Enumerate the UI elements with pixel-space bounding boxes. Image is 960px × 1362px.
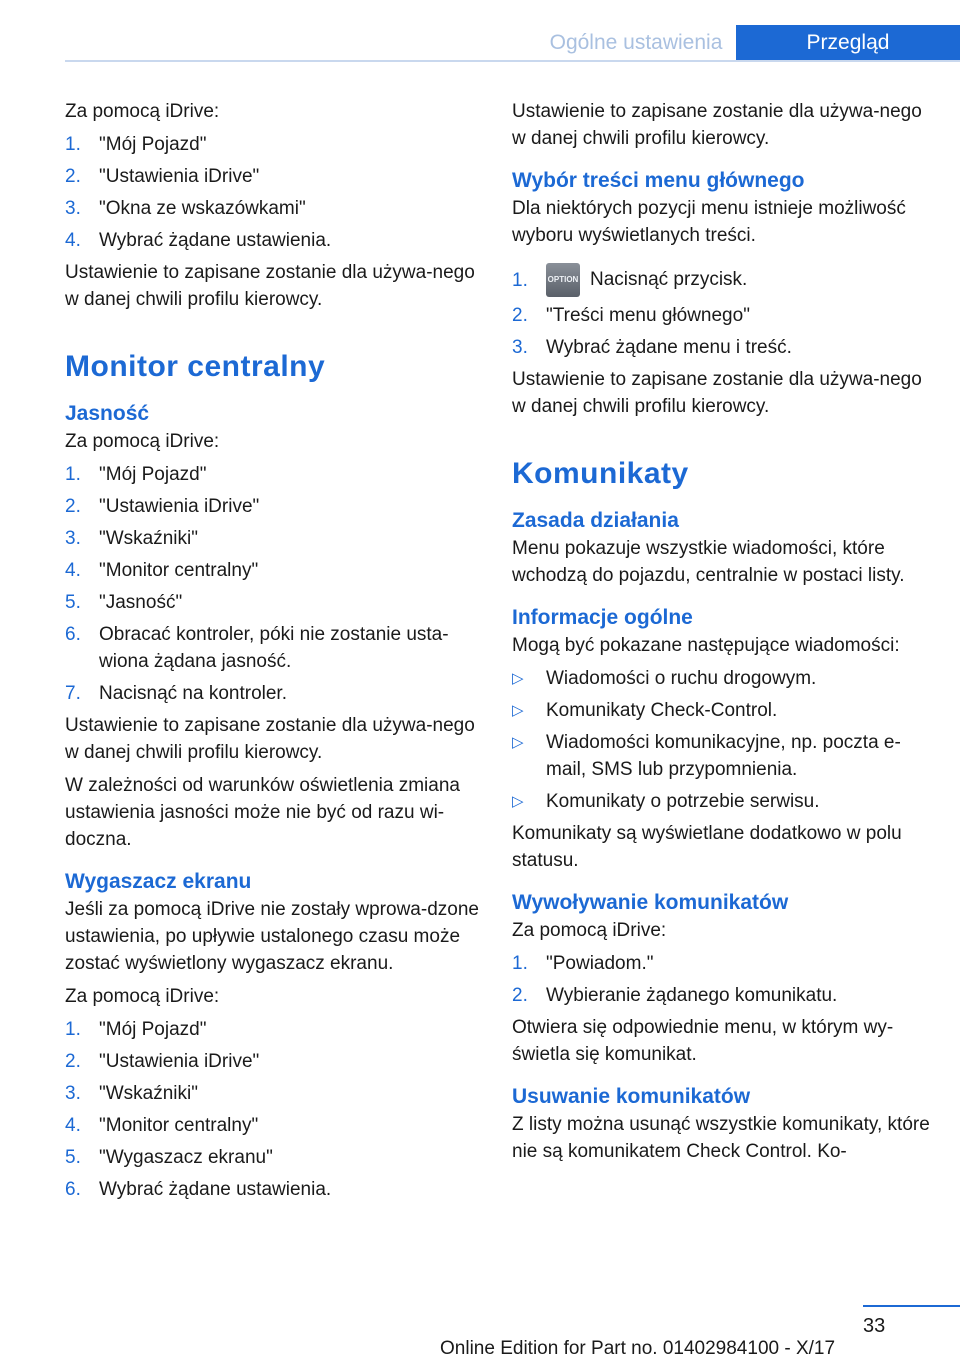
section-tab[interactable]: Ogólne ustawienia bbox=[536, 25, 736, 61]
subheading-call: Wywoływanie komunikatów bbox=[512, 891, 789, 914]
page-header bbox=[536, 25, 960, 61]
edition-footer: Online Edition for Part no. 01402984100 - X/17 bbox=[440, 1338, 836, 1359]
subheading-delete: Usuwanie komunikatów bbox=[512, 1085, 751, 1108]
delete-desc: Z listy można usunąć wszystkie komunikaty, które nie są komunikatem Check Control. Ko- bbox=[512, 1114, 930, 1162]
list-item: ▷ Komunikaty o potrzebie serwisu. bbox=[512, 791, 820, 812]
intro-text: Za pomocą iDrive: bbox=[65, 101, 220, 122]
call-desc: Otwiera się odpowiednie menu, w którym wy-świetla się komunikat. bbox=[512, 1017, 894, 1065]
list-item: 5. "Jasność" bbox=[65, 592, 183, 613]
note-text: W zależności od warunków oświetlenia zmiana ustawienia jasności może nie być od razu wi-doczna. bbox=[65, 775, 460, 850]
general-desc: Mogą być pokazane następujące wiadomości: bbox=[512, 635, 900, 656]
steps-list-1 bbox=[65, 131, 485, 254]
list-item: 7. Nacisnąć na kontroler. bbox=[65, 683, 287, 704]
subheading-main-menu: Wybór treści menu głównego bbox=[512, 169, 805, 192]
list-item: 4. "Monitor centralny" bbox=[65, 1115, 259, 1136]
note-text: Ustawienie to zapisane zostanie dla używa-nego w danej chwili profilu kierowcy. bbox=[65, 262, 475, 310]
intro-text: Za pomocą iDrive: bbox=[65, 986, 220, 1007]
list-item: 2. "Ustawienia iDrive" bbox=[65, 166, 260, 187]
list-item: ▷ Wiadomości komunikacyjne, np. poczta e-mail, SMS lub przypomnienia. bbox=[512, 732, 901, 780]
steps-list-2 bbox=[65, 461, 485, 707]
note-text: Ustawienie to zapisane zostanie dla używa-nego w danej chwili profilu kierowcy. bbox=[512, 369, 922, 417]
status-desc: Komunikaty są wyświetlane dodatkowo w polu statusu. bbox=[512, 823, 902, 871]
list-item: 1. "Mój Pojazd" bbox=[65, 464, 207, 485]
subheading-general: Informacje ogólne bbox=[512, 606, 693, 629]
intro-text: Za pomocą iDrive: bbox=[512, 920, 667, 941]
list-item: 5. "Wygaszacz ekranu" bbox=[65, 1147, 273, 1168]
right-column bbox=[512, 98, 937, 1171]
option-button-icon: OPTION bbox=[546, 263, 580, 297]
subheading-screensaver: Wygaszacz ekranu bbox=[65, 870, 252, 893]
steps-list-right-1 bbox=[512, 263, 937, 361]
list-item: 2. "Ustawienia iDrive" bbox=[65, 496, 260, 517]
messages-list bbox=[512, 665, 937, 815]
list-item: 4. Wybrać żądane ustawienia. bbox=[65, 230, 332, 251]
list-item: 2. "Ustawienia iDrive" bbox=[65, 1051, 260, 1072]
list-item: 4. "Monitor centralny" bbox=[65, 560, 259, 581]
list-item: ▷ Komunikaty Check-Control. bbox=[512, 700, 778, 721]
footer-divider bbox=[863, 1305, 960, 1307]
heading-monitor: Monitor centralny bbox=[65, 350, 326, 383]
list-item: 1. "Powiadom." bbox=[512, 953, 654, 974]
main-menu-desc: Dla niektórych pozycji menu istnieje możliwość wyboru wyświetlanych treści. bbox=[512, 198, 906, 246]
page-number: 33 bbox=[863, 1315, 886, 1337]
list-item: 1. OPTION Nacisnąć przycisk. bbox=[512, 263, 937, 297]
list-item: 3. Wybrać żądane menu i treść. bbox=[512, 337, 792, 358]
subheading-principle: Zasada działania bbox=[512, 509, 679, 532]
list-item: 3. "Wskaźniki" bbox=[65, 528, 198, 549]
left-column bbox=[65, 98, 485, 1208]
list-item: ▷ Wiadomości o ruchu drogowym. bbox=[512, 668, 817, 689]
intro-text: Za pomocą iDrive: bbox=[65, 431, 220, 452]
subheading-brightness: Jasność bbox=[65, 402, 150, 425]
list-item: 6. Obracać kontroler, póki nie zostanie usta-wiona żądana jasność. bbox=[65, 624, 449, 672]
note-text: Ustawienie to zapisane zostanie dla używa-nego w danej chwili profilu kierowcy. bbox=[512, 101, 922, 149]
list-item: 2. Wybieranie żądanego komunikatu. bbox=[512, 985, 838, 1006]
steps-list-right-2 bbox=[512, 950, 937, 1009]
header-divider bbox=[65, 60, 960, 62]
screensaver-desc: Jeśli za pomocą iDrive nie zostały wprowa-dzone ustawienia, po upływie ustalonego czasu może zostać wyświetlony wygaszacz ekranu. bbox=[65, 899, 479, 974]
heading-messages: Komunikaty bbox=[512, 457, 689, 490]
list-item: 6. Wybrać żądane ustawienia. bbox=[65, 1179, 332, 1200]
note-text: Ustawienie to zapisane zostanie dla używa-nego w danej chwili profilu kierowcy. bbox=[65, 715, 475, 763]
steps-list-3 bbox=[65, 1016, 485, 1203]
principle-desc: Menu pokazuje wszystkie wiadomości, które wchodzą do pojazdu, centralnie w postaci listy. bbox=[512, 538, 905, 586]
list-item: 1. "Mój Pojazd" bbox=[65, 1019, 207, 1040]
list-item: 3. "Wskaźniki" bbox=[65, 1083, 198, 1104]
chapter-tab[interactable]: Przegląd bbox=[736, 25, 960, 61]
list-item: 1. "Mój Pojazd" bbox=[65, 134, 207, 155]
list-item: 3. "Okna ze wskazówkami" bbox=[65, 198, 306, 219]
list-item: 2. "Treści menu głównego" bbox=[512, 305, 750, 326]
